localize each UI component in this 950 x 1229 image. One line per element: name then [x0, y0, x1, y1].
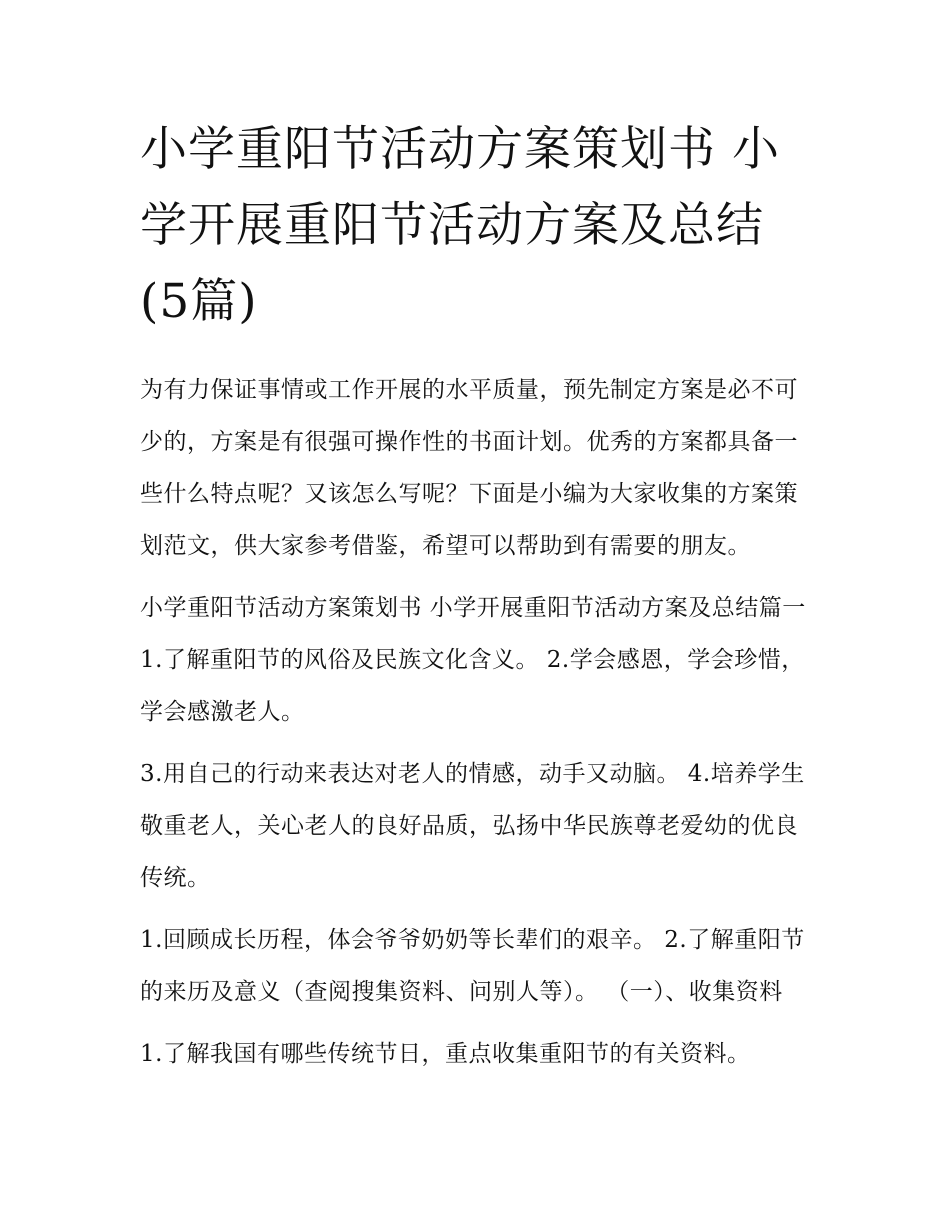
paragraph-collect: 1.了解我国有哪些传统节日，重点收集重阳节的有关资料。 [140, 1041, 751, 1067]
paragraph-goals: 3.用自己的行动来表达对老人的情感，动手又动脑。 4.培养学生敬重老人，关心老人的良好品质，弘扬中华民族尊老爱幼的优良传统。 [140, 761, 805, 891]
paragraph-activities: 1.回顾成长历程，体会爷爷奶奶等长辈们的艰辛。 2.了解重阳节的来历及意义（查阅搜集资料、问别人等）。 （一）、收集资料 [140, 927, 805, 1005]
paragraph-intro: 为有力保证事情或工作开展的水平质量，预先制定方案是必不可少的，方案是有很强可操作性的书面计划。优秀的方案都具备一些什么特点呢？又该怎么写呢？下面是小编为大家收集的方案策划范文，供大家参考借鉴，希望可以帮助到有需要的朋友。 [140, 377, 798, 559]
paragraph-section-one: 小学重阳节活动方案策划书 小学开展重阳节活动方案及总结篇一 1.了解重阳节的风俗及民族文化含义。 2.学会感恩，学会珍惜，学会感激老人。 [140, 595, 806, 725]
document-title: 小学重阳节活动方案策划书 小学开展重阳节活动方案及总结(5篇) [140, 122, 780, 329]
document-page [140, 112, 812, 1080]
